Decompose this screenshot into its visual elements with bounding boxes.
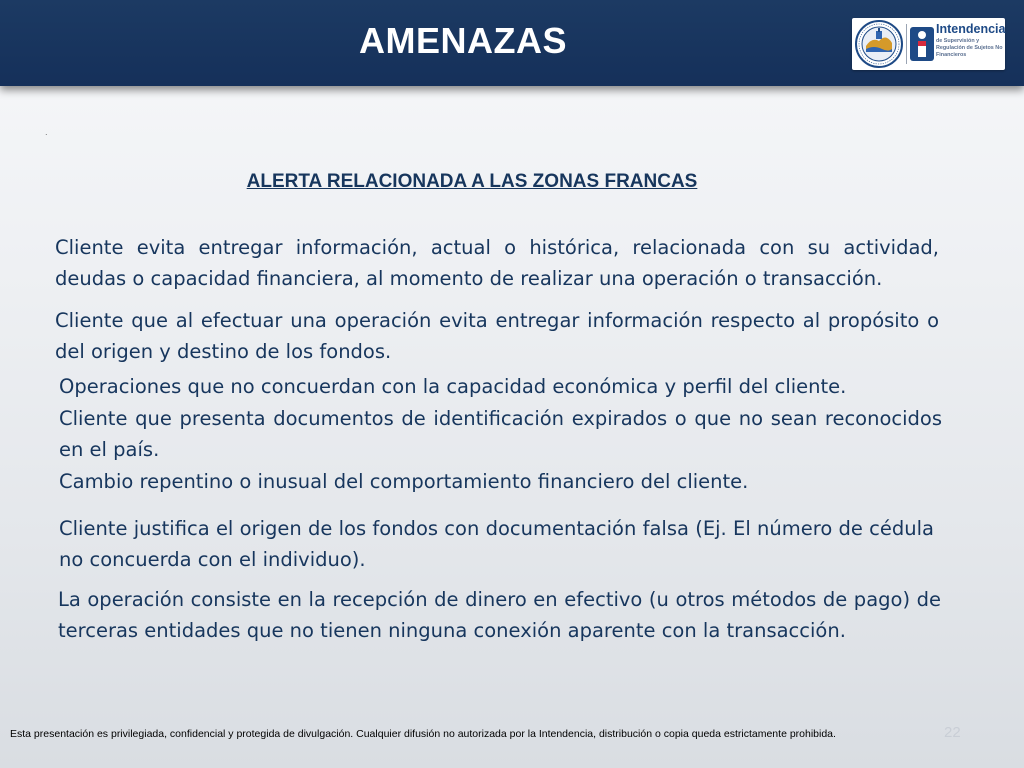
slide-title: AMENAZAS (359, 20, 567, 61)
logo (852, 18, 1005, 70)
paragraph: Cliente evita entregar información, actual o histórica, relacionada con su actividad, deudas o capacidad financiera, al momento de realizar una operación o transacción. (55, 236, 939, 290)
ministry-seal-icon (854, 19, 904, 69)
paragraph: Operaciones que no concuerdan con la capacidad económica y perfil del cliente. (59, 375, 847, 398)
section-subtitle: ALERTA RELACIONADA A LAS ZONAS FRANCAS (246, 171, 698, 192)
paragraph: Cliente que al efectuar una operación evita entregar información respecto al propósito o del origen y destino de los fondos. (55, 309, 939, 363)
paragraph: Cliente que presenta documentos de identificación expirados o que no sean reconocidos en el país. (59, 407, 942, 461)
paragraph: Cliente justifica el origen de los fondos con documentación falsa (Ej. El número de cédula no concuerda con el individuo). (59, 517, 934, 571)
paragraph: Cambio repentino o inusual del comportamiento financiero del cliente. (59, 470, 749, 493)
logo-subtitle: de Supervisión y Regulación de Sujetos No Financieros (936, 38, 1003, 58)
footer-disclaimer: Esta presentación es privilegiada, confidencial y protegida de divulgación. Cualquier difusión no autorizada por la Intendencia, distribución o copia queda estrictamente prohibida. (10, 728, 836, 740)
header-bar (0, 0, 1024, 86)
intendencia-i-icon (910, 27, 934, 61)
stray-mark: . (45, 128, 48, 137)
paragraph: La operación consiste en la recepción de dinero en efectivo (u otros métodos de pago) de terceras entidades que no tienen ninguna conexión aparente con la transacción. (58, 588, 941, 642)
page-number: 22 (944, 724, 961, 741)
logo-divider (906, 24, 907, 64)
logo-name: Intendencia (936, 22, 1006, 36)
